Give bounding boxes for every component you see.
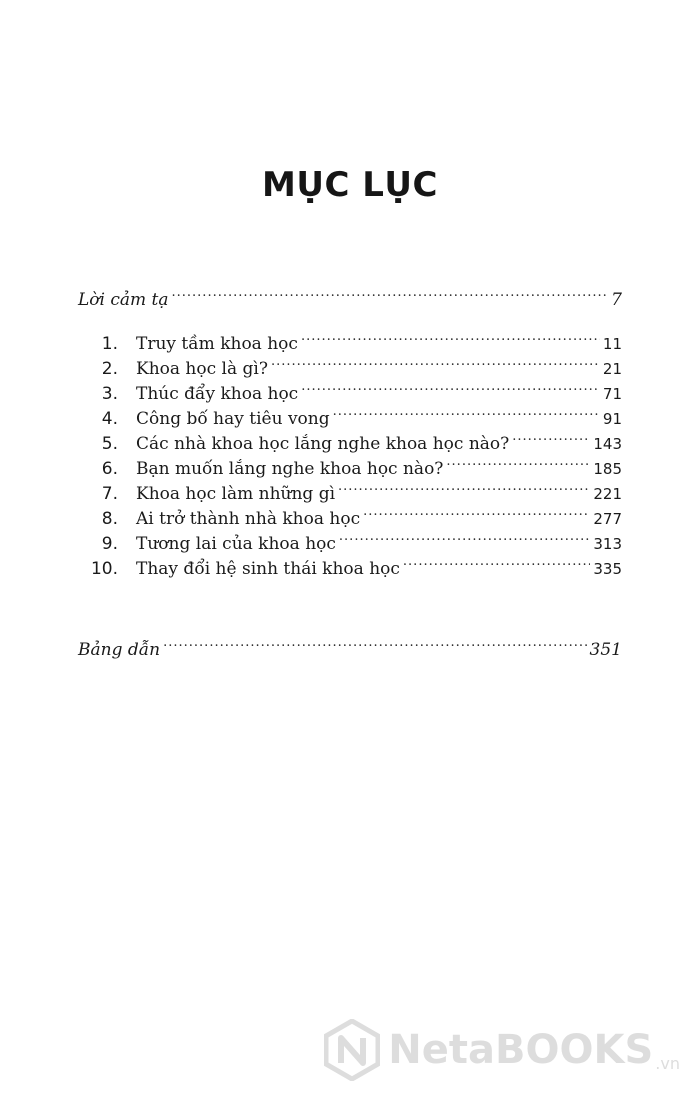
chapter-number: 2. <box>101 359 118 379</box>
chapter-number: 5. <box>101 434 118 454</box>
page-title: MỤC LỤC <box>262 165 438 205</box>
chapter-title: Thúc đẩy khoa học <box>136 384 299 404</box>
toc-page-number: 91 <box>602 410 622 428</box>
toc-page-number: 21 <box>602 360 622 378</box>
dot-leader <box>338 474 590 499</box>
dot-leader <box>446 449 590 474</box>
toc-page-number: 335 <box>593 560 622 578</box>
toc-back-matter <box>78 630 622 660</box>
chapter-title: Truy tầm khoa học <box>136 334 298 354</box>
toc-page-number: 313 <box>593 535 622 553</box>
dot-leader <box>512 424 590 449</box>
chapter-number: 8. <box>101 509 118 529</box>
dot-leader <box>363 499 590 524</box>
netabooks-logo-icon <box>324 1019 380 1081</box>
watermark-brand: NetaBOOKS <box>388 1027 654 1073</box>
dot-leader <box>172 280 609 305</box>
dot-leader <box>403 549 590 574</box>
toc-page-number: 71 <box>602 385 622 403</box>
toc-page-number: 277 <box>593 510 622 528</box>
toc-page-number: 221 <box>593 485 622 503</box>
toc-page-number: 351 <box>589 640 622 660</box>
toc-page-number: 7 <box>611 290 622 310</box>
toc-entry-label: Bảng dẫn <box>78 640 161 660</box>
dot-leader <box>301 374 600 399</box>
chapter-title: Các nhà khoa học lắng nghe khoa học nào? <box>136 434 510 454</box>
toc-entry-index[interactable] <box>78 630 622 660</box>
toc-entry-chapter-1[interactable] <box>78 324 622 354</box>
toc-page-number: 11 <box>602 335 622 353</box>
watermark-tld: .vn <box>655 1054 680 1073</box>
chapter-number: 7. <box>101 484 118 504</box>
toc-page-number: 143 <box>593 435 622 453</box>
toc-entry-label: Lời cảm tạ <box>78 290 169 310</box>
dot-leader <box>163 630 586 655</box>
chapter-number: 10. <box>90 559 118 579</box>
watermark <box>324 1019 680 1081</box>
chapter-title: Thay đổi hệ sinh thái khoa học <box>136 559 400 579</box>
dot-leader <box>301 324 600 349</box>
chapter-number: 9. <box>101 534 118 554</box>
chapter-number: 6. <box>101 459 118 479</box>
chapter-title: Bạn muốn lắng nghe khoa học nào? <box>136 459 444 479</box>
toc-chapters <box>78 324 622 579</box>
toc-entry-acknowledgements[interactable] <box>78 280 622 310</box>
toc-front-matter <box>78 280 622 310</box>
chapter-title: Tương lai của khoa học <box>136 534 336 554</box>
chapter-title: Ai trở thành nhà khoa học <box>136 509 361 529</box>
dot-leader <box>339 524 590 549</box>
chapter-title: Khoa học làm những gì <box>136 484 336 504</box>
chapter-number: 3. <box>101 384 118 404</box>
toc-page-number: 185 <box>593 460 622 478</box>
dot-leader <box>271 349 600 374</box>
dot-leader <box>333 399 600 424</box>
chapter-number: 1. <box>101 334 118 354</box>
chapter-title: Công bố hay tiêu vong <box>136 409 330 429</box>
chapter-title: Khoa học là gì? <box>136 359 268 379</box>
chapter-number: 4. <box>101 409 118 429</box>
